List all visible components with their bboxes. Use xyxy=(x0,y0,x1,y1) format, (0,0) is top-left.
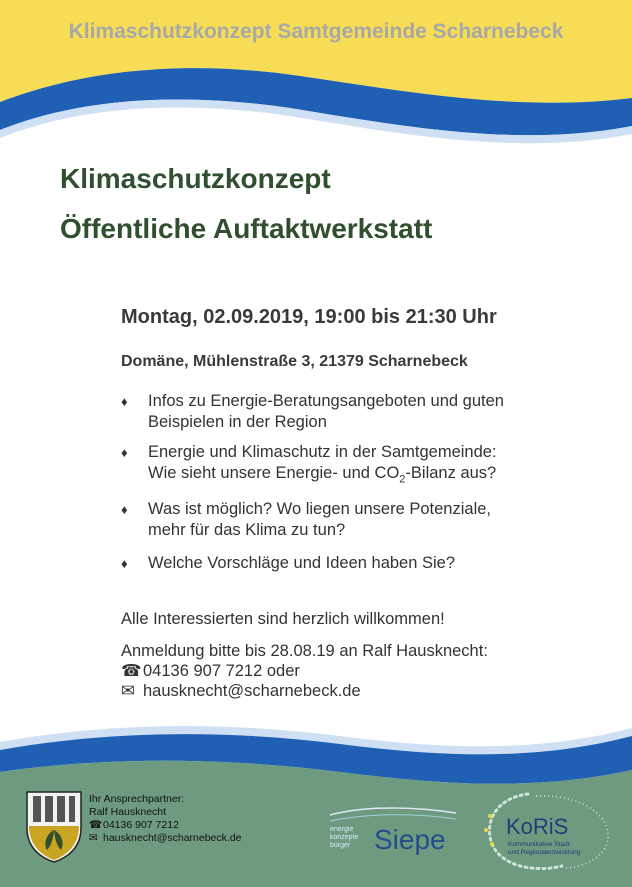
koris-tagline: und Regionalentwicklung xyxy=(508,849,581,856)
registration-text: Anmeldung bitte bis 28.08.19 an Ralf Hausknecht: xyxy=(121,642,488,660)
footer-phone-number[interactable]: 04136 907 7212 xyxy=(103,819,179,831)
registration-block xyxy=(121,641,488,701)
agenda-text: Infos zu Energie-Beratungsangeboten und guten xyxy=(148,392,504,410)
event-datetime: Montag, 02.09.2019, 19:00 bis 21:30 Uhr xyxy=(121,306,497,328)
agenda-text: Welche Vorschläge und Ideen haben Sie? xyxy=(148,554,456,573)
banner-title: Klimaschutzkonzept Samtgemeinde Scharnebeck xyxy=(68,20,564,43)
koris-tagline: Kommunikative Stadt- xyxy=(508,841,572,848)
phone-icon: ☎ xyxy=(89,819,103,831)
diamond-bullet-icon: ♦ xyxy=(121,556,128,572)
contact-name: Ralf Hausknecht xyxy=(89,806,167,818)
registration-phone xyxy=(121,661,488,681)
siepe-tagline: bürger xyxy=(330,842,351,849)
diamond-bullet-icon: ♦ xyxy=(121,394,128,409)
koris-logo xyxy=(478,790,618,872)
diamond-bullet-icon: ♦ xyxy=(121,502,128,518)
koris-wordmark: KoRiS xyxy=(506,814,569,839)
mail-icon: ✉ xyxy=(121,682,135,700)
heading-line-2: Öffentliche Auftaktwerkstatt xyxy=(60,213,433,244)
agenda-item xyxy=(121,499,581,541)
mail-icon: ✉ xyxy=(89,832,98,844)
siepe-tagline: konzepte xyxy=(330,834,359,841)
agenda-text: Wie sieht unsere Energie- und CO xyxy=(148,464,400,482)
agenda-text: mehr für das Klima zu tun? xyxy=(148,521,346,540)
agenda-item xyxy=(121,442,581,490)
siepe-tagline: energie xyxy=(330,826,354,833)
agenda-text: -Bilanz aus? xyxy=(405,464,497,482)
footer-phone xyxy=(89,819,242,832)
agenda-item xyxy=(121,391,581,433)
siepe-logo xyxy=(328,805,458,861)
diamond-bullet-icon: ♦ xyxy=(121,445,128,460)
siepe-wordmark: Siepe xyxy=(374,824,446,855)
phone-number[interactable]: 04136 907 7212 oder xyxy=(143,662,300,680)
agenda-item xyxy=(121,553,581,574)
email-link[interactable]: hausknecht@scharnebeck.de xyxy=(143,682,361,700)
agenda-text: Energie und Klimaschutz in der Samtgemeinde: xyxy=(148,443,497,461)
heading-line-1: Klimaschutzkonzept xyxy=(60,163,331,194)
event-venue: Domäne, Mühlenstraße 3, 21379 Scharnebeck xyxy=(121,353,468,370)
footer-contact xyxy=(89,793,242,845)
agenda-text: Beispielen in der Region xyxy=(148,413,327,431)
registration-email xyxy=(121,681,488,701)
co2-subscript: 2 xyxy=(399,473,406,486)
phone-icon: ☎ xyxy=(121,662,142,680)
footer-email-link[interactable]: hausknecht@scharnebeck.de xyxy=(103,832,242,844)
agenda-text: Was ist möglich? Wo liegen unsere Potenziale, xyxy=(148,500,492,519)
welcome-text: Alle Interessierten sind herzlich willkommen! xyxy=(121,610,445,628)
footer-email xyxy=(89,832,242,845)
municipal-crest-icon xyxy=(25,790,83,864)
agenda-list xyxy=(121,391,581,574)
contact-label: Ihr Ansprechpartner: xyxy=(89,793,185,805)
